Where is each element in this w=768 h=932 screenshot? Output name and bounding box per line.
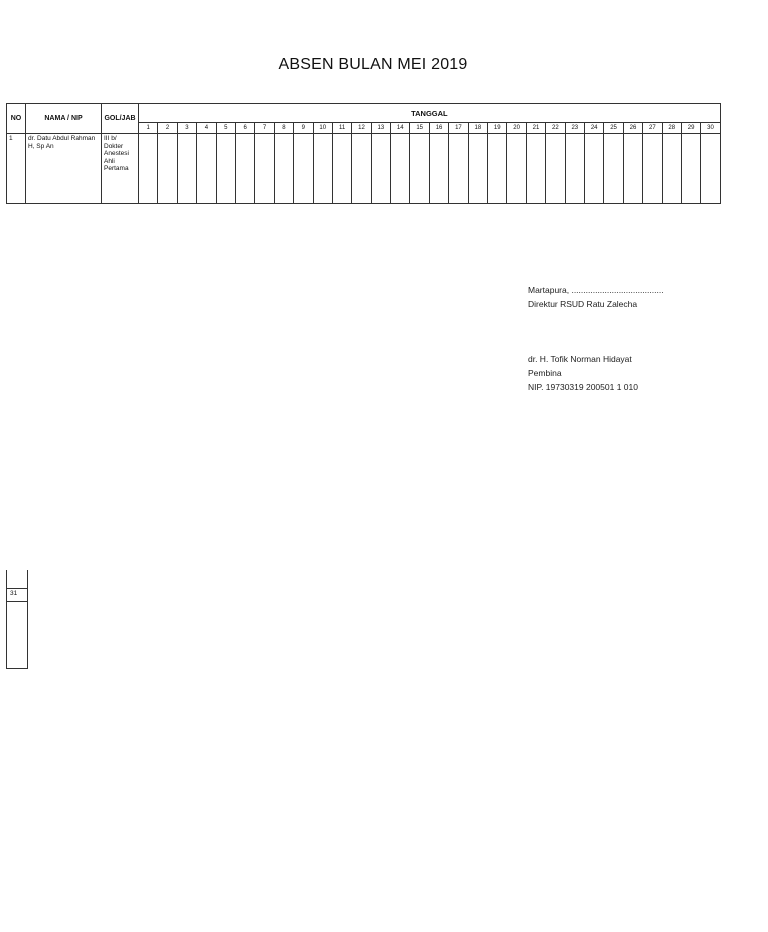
attendance-cell-day-29 [681,134,700,204]
attendance-cell-day-27 [643,134,662,204]
cell-gol: III b/ Dokter Anestesi Ahli Pertama [102,134,139,204]
page-title: ABSEN BULAN MEI 2019 [278,56,468,73]
day-header-3: 3 [177,123,196,134]
attendance-table [6,103,721,204]
day-header-22: 22 [546,123,565,134]
day-header-12: 12 [352,123,371,134]
attendance-cell-day-14 [391,134,410,204]
attendance-cell-day-17 [449,134,468,204]
header-tanggal: TANGGAL [139,104,721,123]
attendance-cell-day-1 [139,134,158,204]
attendance-cell-day-30 [701,134,720,204]
attendance-cell-day-19 [488,134,507,204]
day-header-5: 5 [216,123,235,134]
attendance-cell-day-22 [546,134,565,204]
day-header-16: 16 [429,123,448,134]
day-header-21: 21 [526,123,545,134]
signature-name: dr. H. Tofik Norman Hidayat [528,354,632,364]
attendance-cell-day-8 [274,134,293,204]
attendance-cell-day-2 [158,134,177,204]
attendance-cell-day-16 [429,134,448,204]
signature-block [528,352,638,394]
header-nama: NAMA / NIP [26,104,102,134]
attendance-cell-day-6 [235,134,254,204]
attendance-cell-day-7 [255,134,274,204]
attendance-cell-day-13 [371,134,390,204]
attendance-cell-day-3 [177,134,196,204]
day-header-27: 27 [643,123,662,134]
day-header-29: 29 [681,123,700,134]
attendance-cell-day-28 [662,134,681,204]
signature-rank: Pembina [528,368,562,378]
attendance-cell-day-24 [584,134,603,204]
day-header-28: 28 [662,123,681,134]
day-header-14: 14 [391,123,410,134]
cell-nama: dr. Datu Abdul Rahman H, Sp An [26,134,102,204]
day-header-17: 17 [449,123,468,134]
day-header-23: 23 [565,123,584,134]
cell-no: 1 [7,134,26,204]
day-header-24: 24 [584,123,603,134]
signature-header [528,283,664,311]
day-header-2: 2 [158,123,177,134]
day-header-18: 18 [468,123,487,134]
attendance-cell-day-9 [294,134,313,204]
header-gol: GOL/JAB [102,104,139,134]
day-header-13: 13 [371,123,390,134]
day-header-19: 19 [488,123,507,134]
day-header-4: 4 [197,123,216,134]
attendance-cell-day-20 [507,134,526,204]
overflow-day-31: 31 [10,590,18,597]
signature-position: Direktur RSUD Ratu Zalecha [528,299,638,309]
day-header-10: 10 [313,123,332,134]
day-header-7: 7 [255,123,274,134]
attendance-cell-day-21 [526,134,545,204]
attendance-cell-day-18 [468,134,487,204]
signature-place-date: Martapura, ....................................... [528,285,664,295]
attendance-cell-day-25 [604,134,623,204]
attendance-cell-day-11 [332,134,351,204]
day-header-26: 26 [623,123,642,134]
attendance-cell-day-10 [313,134,332,204]
day-header-30: 30 [701,123,720,134]
attendance-cell-day-15 [410,134,429,204]
day-header-1: 1 [139,123,158,134]
overflow-column [6,570,28,669]
day-header-9: 9 [294,123,313,134]
attendance-cell-day-4 [197,134,216,204]
attendance-cell-day-23 [565,134,584,204]
day-header-6: 6 [235,123,254,134]
attendance-cell-day-5 [216,134,235,204]
attendance-cell-day-26 [623,134,642,204]
day-header-11: 11 [332,123,351,134]
header-no: NO [7,104,26,134]
table-row [7,134,721,204]
day-header-8: 8 [274,123,293,134]
day-header-15: 15 [410,123,429,134]
signature-nip: NIP. 19730319 200501 1 010 [528,382,638,392]
day-header-25: 25 [604,123,623,134]
attendance-cell-day-12 [352,134,371,204]
day-header-20: 20 [507,123,526,134]
